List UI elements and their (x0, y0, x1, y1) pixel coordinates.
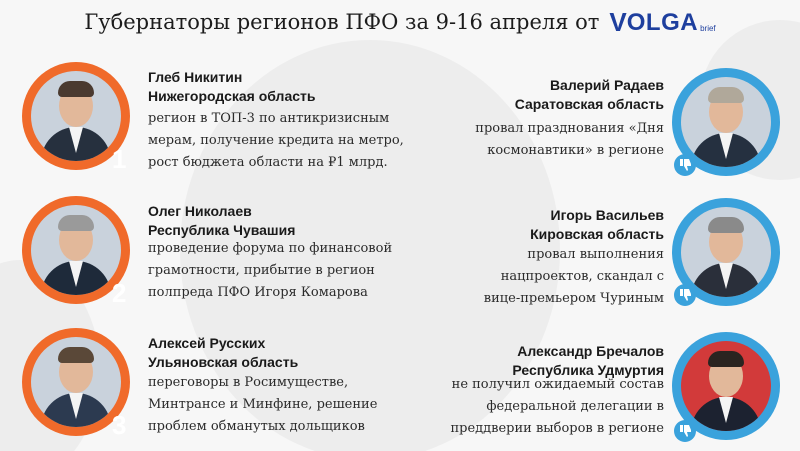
governor-summary: проведение форума по финансовой грамотности, прибытие в регион полпреда ПФО Игоря Комарова (148, 241, 393, 300)
portrait-photo (681, 341, 771, 431)
rank-badge: 3 (112, 410, 127, 440)
avatar (672, 332, 780, 440)
portrait-photo (681, 207, 771, 297)
governor-region: Ульяновская область (148, 354, 299, 370)
thumbs-down-icon (674, 420, 696, 442)
portrait-photo (681, 77, 771, 167)
governor-name: Глеб Никитин (148, 69, 243, 85)
governor-region: Республика Чувашия (148, 222, 296, 238)
governor-card-negative-3 (0, 326, 800, 446)
governor-name: Александр Бречалов (517, 343, 664, 359)
avatar (672, 198, 780, 306)
governor-region: Республика Удмуртия (512, 362, 664, 378)
governor-summary: провал празднования «Дня космонавтики» в регионе (475, 121, 664, 158)
page-title: Губернаторы регионов ПФО за 9-16 апреля от (84, 10, 600, 34)
governor-name: Валерий Радаев (549, 77, 664, 93)
governor-name: Олег Николаев (148, 203, 252, 219)
governor-card-negative-2 (0, 194, 800, 314)
governor-name: Алексей Русских (148, 335, 266, 351)
thumbs-down-icon (674, 284, 696, 306)
governor-summary: провал выполнения нацпроектов, скандал с вице-премьером Чуриным (483, 247, 664, 306)
governor-card-negative-1 (0, 60, 800, 180)
governor-summary: регион в ТОП-3 по антикризисным мерам, получение кредита на метро, рост бюджета области на ₽1 млрд. (148, 111, 404, 170)
governor-summary: не получил ожидаемый состав федеральной делегации в преддверии выборов в регионе (450, 377, 664, 436)
governor-region: Саратовская область (514, 96, 664, 112)
governor-summary: переговоры в Росимуществе, Минтрансе и Минфине, решение проблем обманутых дольщиков (148, 375, 378, 434)
header (0, 0, 800, 44)
avatar (672, 68, 780, 176)
rank-badge: 1 (112, 144, 127, 174)
rank-badge: 2 (112, 278, 127, 308)
thumbs-down-icon (674, 154, 696, 176)
governor-name: Игорь Васильев (550, 207, 664, 223)
governor-region: Нижегородская область (148, 88, 316, 104)
volga-brief-logo: V OLGA brief (609, 7, 716, 37)
governor-region: Кировская область (530, 226, 664, 242)
